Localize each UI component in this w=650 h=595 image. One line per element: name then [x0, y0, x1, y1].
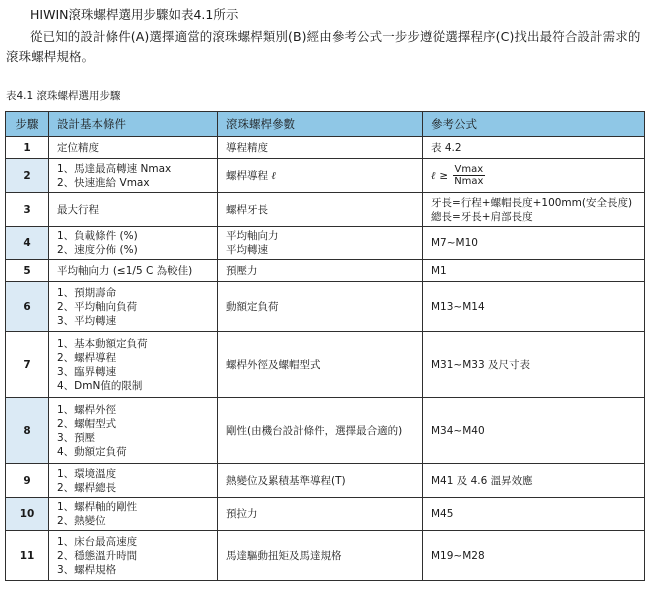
table-row — [6, 531, 645, 581]
design-condition: 平均軸向力 (≤1/5 C 為較佳) — [49, 260, 218, 282]
reference-formula: 牙長=行程+螺帽長度+100mm(安全長度) 總長=牙長+肩部長度 — [423, 193, 645, 227]
screw-parameter: 預壓力 — [218, 260, 423, 282]
screw-parameter: 剛性(由機台設計條件，選擇最合適的) — [218, 398, 423, 464]
lead-symbol: ℓ — [431, 169, 436, 182]
reference-formula: M13~M14 — [423, 282, 645, 332]
header-formula: 參考公式 — [423, 112, 645, 137]
selection-steps-table — [5, 111, 645, 581]
screw-parameter: 熱變位及累積基準導程(T) — [218, 464, 423, 498]
screw-parameter: 平均軸向力 平均轉速 — [218, 227, 423, 260]
table-row — [6, 193, 645, 227]
step-number: 5 — [6, 260, 49, 282]
table-caption: 表4.1 滾珠螺桿選用步驟 — [6, 90, 121, 102]
table-row — [6, 398, 645, 464]
design-condition: 1、預期壽命 2、平均軸向負荷 3、平均轉速 — [49, 282, 218, 332]
reference-formula — [423, 159, 645, 193]
screw-parameter: 螺桿牙長 — [218, 193, 423, 227]
intro-paragraph: 從已知的設計條件(A)選擇適當的滾珠螺桿類別(B)經由參考公式一步步遵從選擇程序(C)找出最符合設計需求的滾珠螺桿規格。 — [6, 29, 641, 64]
table-row — [6, 227, 645, 260]
reference-formula: M1 — [423, 260, 645, 282]
screw-parameter: 螺桿外徑及螺帽型式 — [218, 332, 423, 398]
geq-symbol: ≥ — [439, 169, 449, 182]
table-row — [6, 137, 645, 159]
reference-formula: M45 — [423, 498, 645, 531]
header-conditions: 設計基本條件 — [49, 112, 218, 137]
step-number: 1 — [6, 137, 49, 159]
design-condition: 1、馬達最高轉速 Nmax 2、快速進給 Vmax — [49, 159, 218, 193]
step-number: 3 — [6, 193, 49, 227]
step-number: 10 — [6, 498, 49, 531]
table-row — [6, 159, 645, 193]
design-condition: 最大行程 — [49, 193, 218, 227]
step-number: 4 — [6, 227, 49, 260]
screw-parameter: 馬達驅動扭矩及馬達規格 — [218, 531, 423, 581]
step-number: 11 — [6, 531, 49, 581]
table-row — [6, 260, 645, 282]
reference-formula: M7~M10 — [423, 227, 645, 260]
design-condition: 1、螺桿外徑 2、螺帽型式 3、預壓 4、動額定負荷 — [49, 398, 218, 464]
fraction: $\frac{Vmax}{Nmax}$ — [454, 164, 484, 187]
page-heading: HIWIN滾珠螺桿選用步驟如表4.1所示 — [30, 7, 239, 22]
step-number: 7 — [6, 332, 49, 398]
table-row — [6, 282, 645, 332]
table-row — [6, 464, 645, 498]
design-condition: 1、螺桿軸的剛性 2、熱變位 — [49, 498, 218, 531]
design-condition: 1、負載條件 (%) 2、速度分佈 (%) — [49, 227, 218, 260]
screw-parameter: 螺桿導程 ℓ — [218, 159, 423, 193]
step-number: 2 — [6, 159, 49, 193]
reference-formula: 表 4.2 — [423, 137, 645, 159]
table-row — [6, 498, 645, 531]
screw-parameter: 預拉力 — [218, 498, 423, 531]
step-number: 8 — [6, 398, 49, 464]
screw-parameter: 導程精度 — [218, 137, 423, 159]
reference-formula: M19~M28 — [423, 531, 645, 581]
design-condition: 1、床台最高速度 2、穩態溫升時間 3、螺桿規格 — [49, 531, 218, 581]
table-row — [6, 332, 645, 398]
reference-formula: M34~M40 — [423, 398, 645, 464]
header-parameters: 滾珠螺桿參數 — [218, 112, 423, 137]
table-header-row — [6, 112, 645, 137]
header-step: 步驟 — [6, 112, 49, 137]
step-number: 9 — [6, 464, 49, 498]
reference-formula: M41 及 4.6 溫昇效應 — [423, 464, 645, 498]
screw-parameter: 動額定負荷 — [218, 282, 423, 332]
reference-formula: M31~M33 及尺寸表 — [423, 332, 645, 398]
step-number: 6 — [6, 282, 49, 332]
design-condition: 1、環境溫度 2、螺桿總長 — [49, 464, 218, 498]
design-condition: 定位精度 — [49, 137, 218, 159]
design-condition: 1、基本動額定負荷 2、螺桿導程 3、臨界轉速 4、DmN值的限制 — [49, 332, 218, 398]
